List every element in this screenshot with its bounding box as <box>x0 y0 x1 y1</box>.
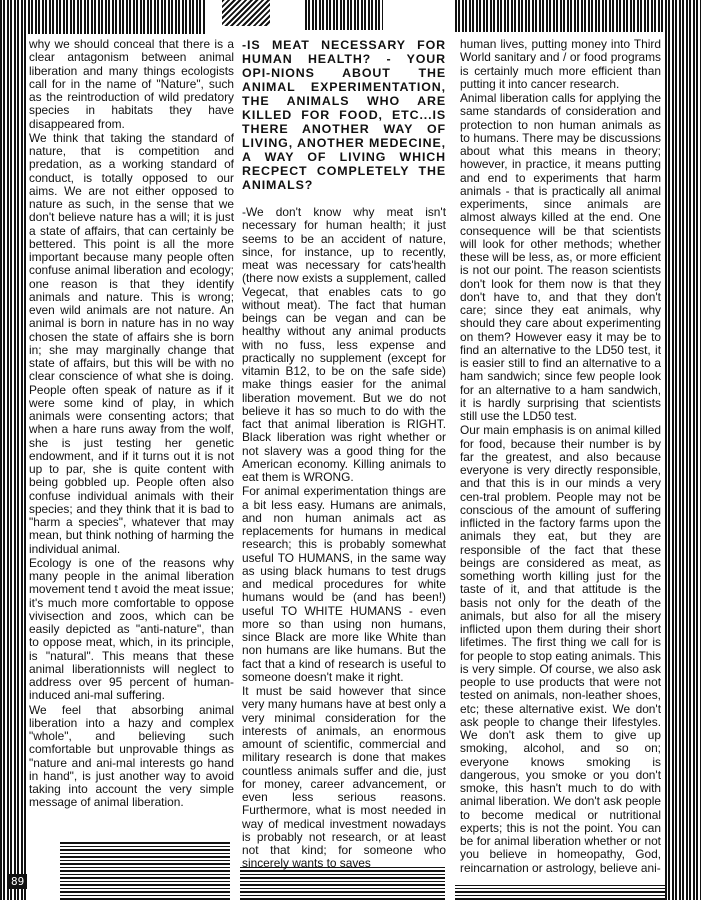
right-paragraph-2: Animal liberation calls for applying the same standards of consideration and protection to non human animals as to humans. There may be discussions about what this means in theory; however, in practice, it means putting and end to experiments that harm animals - that is practically all animal experiments, since animals are almost always killed at the end. One consequence will be that scientists will look for other methods; whether these will be less, as, or more efficient is not our point. The reason scientists don't look for them now is that they don't have to, and that they don't care; since they eat animals, why should they care about experimenting on them? However easy it may be to find an alternative to the LD50 test, it is easier still to find an alternative to a ham sandwich; since few people look for an alternative to a ham sandwich, it is hardly surprising that scientists still use the LD50 test. <box>460 91 661 423</box>
right-paragraph-1: human lives, putting money into Third World sanitary and / or food programs is certainly much more efficient than putting it into cancer research. <box>460 38 661 91</box>
middle-paragraph-2: For animal experimentation things are a bit less easy. Humans are animals, and non human animals act as replacements for humans in medical research; this is probably somewhat useful TO HUMANS, in the same way as using black humans to test drugs and medical procedures for white humans would be (and has been!) useful TO WHITE HUMANS - even more so than using non humans, since Black are more like White than non humans are like humans. But the fact that a kind of research is useful to someone doesn't make it right. <box>242 484 446 684</box>
left-paragraph-4: We feel that absorbing animal liberation into a hazy and complex "whole", and believing such comfortable but unprovable things as "nature and ani-mal interests go hand in hand", is just another way to avoid taking into account the very simple message of animal liberation. <box>29 702 234 810</box>
right-edge-ink-border <box>665 30 701 900</box>
left-paragraph-2: We think that taking the standard of nature, that is competition and predation, as a working standard of conduct, is totally opposed to our aims. We are not either opposed to nature as such, in the sense that we don't believe nature has a will; it is just a state of affairs, that can certainly be bettered. This point is all the more important because many people often confuse animal liberation and ecology; one reason is that they identify animals and nature. This is wrong; even wild animals are not nature. An animal is born in nature has in no way chosen the state of affairs she is born in; she may marginally change that state of affairs, but this will be with no clear conscience of what she is doing. People often speak of nature as if it were some kind of play, in which animals were consenting actors; that when a hare runs away from the wolf, she is just testing her genetic endowment, and if it turns out it is not up to par, she is quite content with being gobbled up. People often also confuse individual animals with their species; and they think that it is bad to "harm a species", whatever that may mean, but think nothing of harming the individual animal. <box>29 130 234 556</box>
page-number: 89 <box>8 874 27 889</box>
top-center-ink-streak <box>222 0 270 26</box>
left-paragraph-3: Ecology is one of the reasons why many people in the animal liberation movement tend t avoid the meat issue; it's much more comfortable to oppose vivisection and zoos, which can be easily depicted as "anti-nature", than to oppose meat, which, in its principle, is "natural". This means that these animal liberationnists will neglect to address over 95 percent of human-induced ani-mal suffering. <box>29 555 234 703</box>
top-left-ink-border <box>0 0 205 34</box>
right-column <box>460 38 661 884</box>
middle-column <box>242 38 446 884</box>
left-column <box>29 38 234 884</box>
left-paragraph-1: why we should conceal that there is a clear antagonism between animal liberation and many things ecologists call for in the name of "Nature", such as the reintroduction of wild predatory species in habitats they have disappeared from. <box>29 38 234 131</box>
top-right-ink-border <box>455 0 701 32</box>
middle-paragraph-1: -We don't know why meat isn't necessary for human health; it just seems to be an accident of nature, since, for instance, up to recently, meat was necessary for cats'health (there now exists a supplement, called Vegecat, that enables cats to go without meat). The fact that human beings can be vegan and can be healthy without any animal products with no fuss, less expense and practically no supplement (except for vitamin B12, to be on the safe side) make things easier for the animal liberation movement. But we do not believe it has so much to do with the fact that animal liberation is RIGHT. Black liberation was right whether or not slavery was a good thing for the American economy. Killing animals to eat them is WRONG. <box>242 205 446 484</box>
right-paragraph-3: Our main emphasis is on animal killed for food, because their number is by far the greatest, and also because everyone is very directly responsible, and that this is in our minds a very cen-tral problem. People may not be conscious of the amount of suffering inflicted in the factory farms upon the animals they eat, but they are responsible of the fact that these beings are considered as meat, as something worth killing just for the taste of it, and that attitude is the basis not only for the death of the animals, but also for all the misery inflicted upon them during their short lifetimes. The first thing we call for is for people to stop eating animals. This is very simple. Of course, we also ask people to use products that were not tested on animals, non-leather shoes, etc; these alternative exist. We don't ask people to change their lifestyles. We don't ask them to give up smoking, alcohol, and so on; everyone knows smoking is dangerous, you smoke or you don't smoke, this hasn't much to do with animal liberation. We don't ask people to become medical or nutritional experts; this is not the point. You can be for animal liberation whether or not you believe in homeopathy, God, reincarnation or astrology, believe ani- <box>460 423 661 875</box>
left-edge-ink-border <box>0 30 26 900</box>
top-middle-ink-border <box>305 0 383 30</box>
middle-paragraph-3: It must be said however that since very many humans have at best only a very minimal consideration for the interests of animals, an enormous amount of scientific, commercial and military research is done that makes countless animals suffer and die, just for money, career advancement, or even less serious reasons. Furthermore, what is most needed in way of medical investment nowadays is probably not research, or at least not that kind; for someone who sincerely wants to saves <box>242 684 446 871</box>
interview-question-heading: -IS MEAT NECESSARY FOR HUMAN HEALTH? - YOUR OPI-NIONS ABOUT THE ANIMAL EXPERIMENTATION, THE ANIMALS WHO ARE KILLED FOR FOOD, ETC...IS THERE ANOTHER WAY OF LIVING, ANOTHER MEDECINE, A WAY OF LIVING WHICH RECPECT COMPLETELY THE ANIMALS? <box>242 38 446 192</box>
bottom-right-ink-border <box>455 885 665 900</box>
